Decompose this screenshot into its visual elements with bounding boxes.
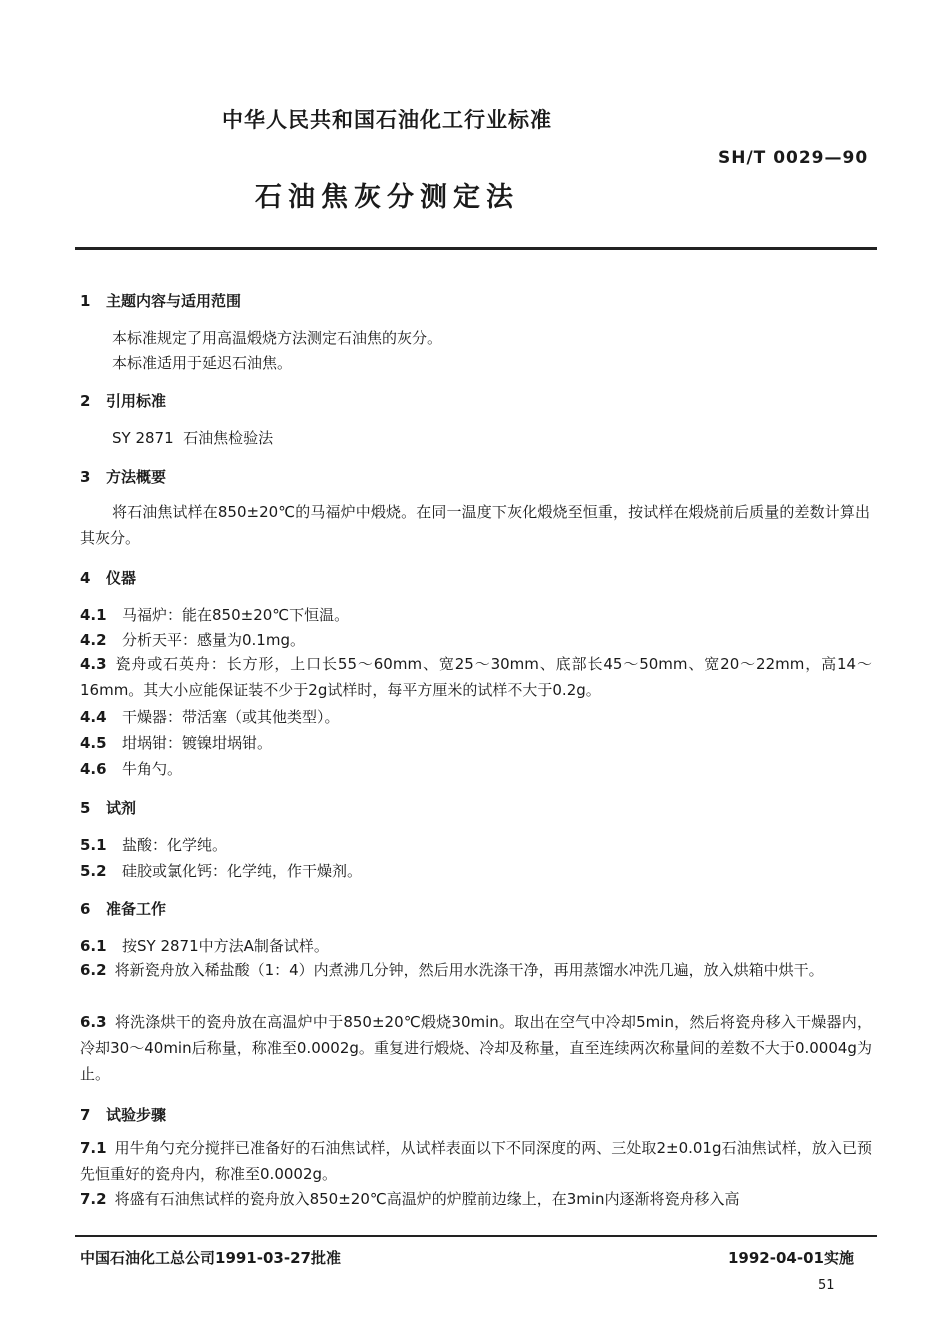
section-number: 7 xyxy=(80,1106,91,1124)
document-title: 石油焦灰分测定法 xyxy=(255,182,519,213)
item-number: 6.1 xyxy=(80,937,107,955)
section-1-heading xyxy=(80,290,241,311)
item-4-5 xyxy=(80,732,272,753)
item-number: 6.3 xyxy=(80,1013,107,1031)
implementation-date: 1992-04-01实施 xyxy=(728,1249,854,1267)
item-number: 4.6 xyxy=(80,760,107,778)
section-title: 仪器 xyxy=(106,569,137,587)
section-3-paragraph: 将石油焦试样在850±20℃的马福炉中煅烧。在同一温度下灰化煅烧至恒重，按试样在煅烧前后质量的差数计算出其灰分。 xyxy=(80,503,870,547)
item-text: 盐酸：化学纯。 xyxy=(122,836,228,854)
section-3-heading xyxy=(80,466,166,487)
item-4-6 xyxy=(80,758,182,779)
section-1-paragraph-1: 本标准规定了用高温煅烧方法测定石油焦的灰分。 xyxy=(112,329,443,347)
item-6-3 xyxy=(80,1009,872,1087)
section-title: 准备工作 xyxy=(106,900,167,918)
item-text: 硅胶或氯化钙：化学纯，作干燥剂。 xyxy=(122,862,363,880)
section-7-heading xyxy=(80,1104,166,1125)
item-text: 坩埚钳：镀镍坩埚钳。 xyxy=(122,734,273,752)
page-number: 51 xyxy=(818,1278,835,1293)
section-4-heading xyxy=(80,567,136,588)
item-number: 7.1 xyxy=(80,1139,107,1157)
section-title: 方法概要 xyxy=(106,468,167,486)
item-text: 马福炉：能在850±20℃下恒温。 xyxy=(122,606,350,624)
item-text: 用牛角勺充分搅拌已准备好的石油焦试样，从试样表面以下不同深度的两、三处取2±0.01g石油焦试样，放入已预先恒重好的瓷舟内，称准至0.0002g。 xyxy=(80,1139,872,1183)
item-4-3 xyxy=(80,651,872,703)
item-6-1 xyxy=(80,935,329,956)
section-title: 试剂 xyxy=(106,799,137,817)
section-5-heading xyxy=(80,797,136,818)
footer-divider xyxy=(75,1235,877,1237)
approval-date: 中国石油化工总公司1991-03-27批准 xyxy=(80,1249,341,1267)
item-number: 5.1 xyxy=(80,836,107,854)
section-number: 1 xyxy=(80,292,91,310)
section-2-heading xyxy=(80,390,166,411)
item-number: 7.2 xyxy=(80,1190,107,1208)
standard-code: SH/T 0029—90 xyxy=(718,148,869,168)
item-text: 干燥器：带活塞（或其他类型）。 xyxy=(122,708,340,726)
section-title: 试验步骤 xyxy=(106,1106,167,1124)
item-text: 分析天平：感量为0.1mg。 xyxy=(122,631,305,649)
section-6-heading xyxy=(80,898,166,919)
item-number: 5.2 xyxy=(80,862,107,880)
section-2-reference: SY 2871 石油焦检验法 xyxy=(112,429,274,447)
item-4-1 xyxy=(80,604,349,625)
item-4-2 xyxy=(80,629,305,650)
item-text: 瓷舟或石英舟：长方形，上口长55～60mm、宽25～30mm、底部长45～50mm、宽20～22mm，高14～16mm。其大小应能保证装不少于2g试样时，每平方厘米的试样不大于0.2g。 xyxy=(80,655,872,699)
item-text: 按SY 2871中方法A制备试样。 xyxy=(122,937,329,955)
section-1-paragraph-2: 本标准适用于延迟石油焦。 xyxy=(112,354,293,372)
section-number: 5 xyxy=(80,799,91,817)
item-6-2 xyxy=(80,957,872,983)
item-text: 牛角勺。 xyxy=(122,760,183,778)
section-number: 2 xyxy=(80,392,91,410)
item-7-1 xyxy=(80,1135,872,1187)
item-text: 将盛有石油焦试样的瓷舟放入850±20℃高温炉的炉膛前边缘上，在3min内逐渐将瓷舟移入高 xyxy=(114,1190,740,1208)
item-text: 将洗涤烘干的瓷舟放在高温炉中于850±20℃煅烧30min。取出在空气中冷却5min，然后将瓷舟移入干燥器内，冷却30～40min后称量，称准至0.0002g。重复进行煅烧、冷却及称量，直至连续两次称量间的差数不大于0.0004g为止。 xyxy=(80,1013,872,1083)
item-number: 6.2 xyxy=(80,961,107,979)
item-number: 4.3 xyxy=(80,655,107,673)
item-7-2 xyxy=(80,1186,872,1212)
item-number: 4.5 xyxy=(80,734,107,752)
item-4-4 xyxy=(80,706,340,727)
item-number: 4.2 xyxy=(80,631,107,649)
section-number: 4 xyxy=(80,569,91,587)
standard-category-title: 中华人民共和国石油化工行业标准 xyxy=(222,108,552,132)
item-5-1 xyxy=(80,834,227,855)
item-5-2 xyxy=(80,860,362,881)
item-number: 4.1 xyxy=(80,606,107,624)
section-title: 引用标准 xyxy=(106,392,167,410)
section-title: 主题内容与适用范围 xyxy=(106,292,242,310)
item-text: 将新瓷舟放入稀盐酸（1：4）内煮沸几分钟，然后用水洗涤干净，再用蒸馏水冲洗几遍，放入烘箱中烘干。 xyxy=(114,961,824,979)
item-number: 4.4 xyxy=(80,708,107,726)
section-number: 6 xyxy=(80,900,91,918)
header-divider xyxy=(75,247,877,250)
section-number: 3 xyxy=(80,468,91,486)
